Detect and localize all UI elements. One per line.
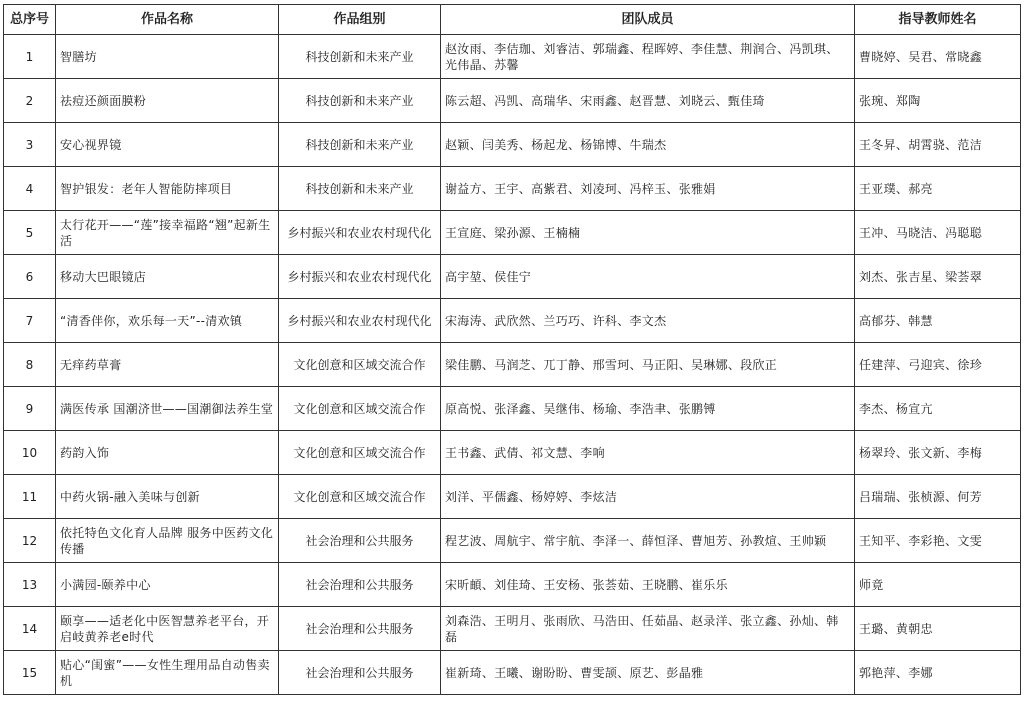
- team-members: 程艺波、周航宇、常宇航、李泽一、薛恒泽、曹旭芳、孙教煊、王帅颖: [441, 519, 855, 563]
- project-category: 社会治理和公共服务: [279, 607, 441, 651]
- table-row: [4, 651, 1021, 695]
- table-row: [4, 123, 1021, 167]
- project-category: 文化创意和区域交流合作: [279, 431, 441, 475]
- team-members: 王书鑫、武倩、祁文慧、李响: [441, 431, 855, 475]
- advisors: 王知平、李彩艳、文雯: [855, 519, 1021, 563]
- header-row: [4, 5, 1021, 35]
- team-members: 陈云超、冯凯、高瑞华、宋雨鑫、赵晋慧、刘晓云、甄佳琦: [441, 79, 855, 123]
- table-row: [4, 35, 1021, 79]
- project-name: 中药火锅-融入美味与创新: [56, 475, 279, 519]
- table-row: [4, 519, 1021, 563]
- advisors: 杨翠玲、张文新、李梅: [855, 431, 1021, 475]
- advisors: 郭艳萍、李娜: [855, 651, 1021, 695]
- project-category: 乡村振兴和农业农村现代化: [279, 255, 441, 299]
- project-roster-table: [3, 4, 1021, 695]
- project-category: 乡村振兴和农业农村现代化: [279, 211, 441, 255]
- row-index: 14: [4, 607, 56, 651]
- project-name: 太行花开——“莲”接幸福路“翘”起新生活: [56, 211, 279, 255]
- project-category: 文化创意和区域交流合作: [279, 387, 441, 431]
- team-members: 刘森浩、王明月、张雨欣、马浩田、任茹晶、赵录洋、张立鑫、孙灿、韩磊: [441, 607, 855, 651]
- header-category: 作品组别: [279, 5, 441, 35]
- row-index: 11: [4, 475, 56, 519]
- advisors: 师竟: [855, 563, 1021, 607]
- team-members: 高宇堃、侯佳宁: [441, 255, 855, 299]
- project-category: 科技创新和未来产业: [279, 123, 441, 167]
- row-index: 1: [4, 35, 56, 79]
- header-team-members: 团队成员: [441, 5, 855, 35]
- header-advisors: 指导教师姓名: [855, 5, 1021, 35]
- row-index: 5: [4, 211, 56, 255]
- row-index: 10: [4, 431, 56, 475]
- table-row: [4, 255, 1021, 299]
- table-row: [4, 475, 1021, 519]
- team-members: 崔新琦、王曦、谢盼盼、曹雯颉、原艺、彭晶雅: [441, 651, 855, 695]
- advisors: 王冲、马晓洁、冯聪聪: [855, 211, 1021, 255]
- project-name: 药韵入饰: [56, 431, 279, 475]
- project-category: 社会治理和公共服务: [279, 563, 441, 607]
- row-index: 3: [4, 123, 56, 167]
- project-name: 贴心“闺蜜”——女性生理用品自动售卖机: [56, 651, 279, 695]
- project-name: 无痒药草膏: [56, 343, 279, 387]
- team-members: 刘洋、平儒鑫、杨婷婷、李炫洁: [441, 475, 855, 519]
- table-row: [4, 431, 1021, 475]
- table-row: [4, 563, 1021, 607]
- team-members: 谢益方、王宇、高紫君、刘凌珂、冯梓玉、张雅娟: [441, 167, 855, 211]
- advisors: 王亚璞、郝亮: [855, 167, 1021, 211]
- advisors: 张琬、郑陶: [855, 79, 1021, 123]
- project-category: 乡村振兴和农业农村现代化: [279, 299, 441, 343]
- advisors: 王冬昇、胡霄骁、范洁: [855, 123, 1021, 167]
- row-index: 8: [4, 343, 56, 387]
- team-members: 宋海涛、武欣然、兰巧巧、许科、李文杰: [441, 299, 855, 343]
- team-members: 王宣庭、梁孙源、王楠楠: [441, 211, 855, 255]
- table-row: [4, 343, 1021, 387]
- advisors: 高郁芬、韩慧: [855, 299, 1021, 343]
- project-name: 祛痘还颜面膜粉: [56, 79, 279, 123]
- project-category: 文化创意和区域交流合作: [279, 343, 441, 387]
- row-index: 6: [4, 255, 56, 299]
- header-project-name: 作品名称: [56, 5, 279, 35]
- team-members: 梁佳鹏、马润芝、兀丁静、邢雪珂、马正阳、吴琳娜、段欣正: [441, 343, 855, 387]
- row-index: 2: [4, 79, 56, 123]
- table-row: [4, 167, 1021, 211]
- project-name: 小满园-颐养中心: [56, 563, 279, 607]
- advisors: 吕瑞瑞、张桢源、何芳: [855, 475, 1021, 519]
- table-row: [4, 607, 1021, 651]
- project-name: 移动大巴眼镜店: [56, 255, 279, 299]
- project-name: 颐享——适老化中医智慧养老平台，开启岐黄养老e时代: [56, 607, 279, 651]
- team-members: 赵汝雨、李佶珈、刘睿洁、郭瑞鑫、程晖婷、李佳慧、荆润合、冯凯琪、光伟晶、苏馨: [441, 35, 855, 79]
- project-name: 智护银发：老年人智能防摔项目: [56, 167, 279, 211]
- row-index: 12: [4, 519, 56, 563]
- advisors: 任建萍、弓迎宾、徐珍: [855, 343, 1021, 387]
- project-category: 文化创意和区域交流合作: [279, 475, 441, 519]
- project-name: 智膳坊: [56, 35, 279, 79]
- advisors: 刘杰、张吉星、梁荟翠: [855, 255, 1021, 299]
- table-row: [4, 79, 1021, 123]
- project-category: 科技创新和未来产业: [279, 35, 441, 79]
- project-name: 满医传承 国潮济世——国潮御法养生堂: [56, 387, 279, 431]
- project-name: “清香伴你，欢乐每一天”--清欢镇: [56, 299, 279, 343]
- row-index: 15: [4, 651, 56, 695]
- row-index: 7: [4, 299, 56, 343]
- row-index: 13: [4, 563, 56, 607]
- project-name: 依托特色文化育人品牌 服务中医药文化传播: [56, 519, 279, 563]
- team-members: 宋昕頔、刘佳琦、王安杨、张荟茹、王晓鹏、崔乐乐: [441, 563, 855, 607]
- team-members: 原高悦、张泽鑫、吴继伟、杨瑜、李浩聿、张鹏镈: [441, 387, 855, 431]
- project-name: 安心视界镜: [56, 123, 279, 167]
- project-category: 科技创新和未来产业: [279, 79, 441, 123]
- row-index: 4: [4, 167, 56, 211]
- advisors: 王璐、黄朝忠: [855, 607, 1021, 651]
- project-category: 科技创新和未来产业: [279, 167, 441, 211]
- table-row: [4, 211, 1021, 255]
- advisors: 李杰、杨宣亢: [855, 387, 1021, 431]
- table-row: [4, 387, 1021, 431]
- team-members: 赵颖、闫美秀、杨起龙、杨锦博、牛瑞杰: [441, 123, 855, 167]
- header-index: 总序号: [4, 5, 56, 35]
- project-roster-sheet: [3, 4, 1021, 695]
- row-index: 9: [4, 387, 56, 431]
- project-category: 社会治理和公共服务: [279, 519, 441, 563]
- table-row: [4, 299, 1021, 343]
- advisors: 曹晓婷、吴君、常晓鑫: [855, 35, 1021, 79]
- project-category: 社会治理和公共服务: [279, 651, 441, 695]
